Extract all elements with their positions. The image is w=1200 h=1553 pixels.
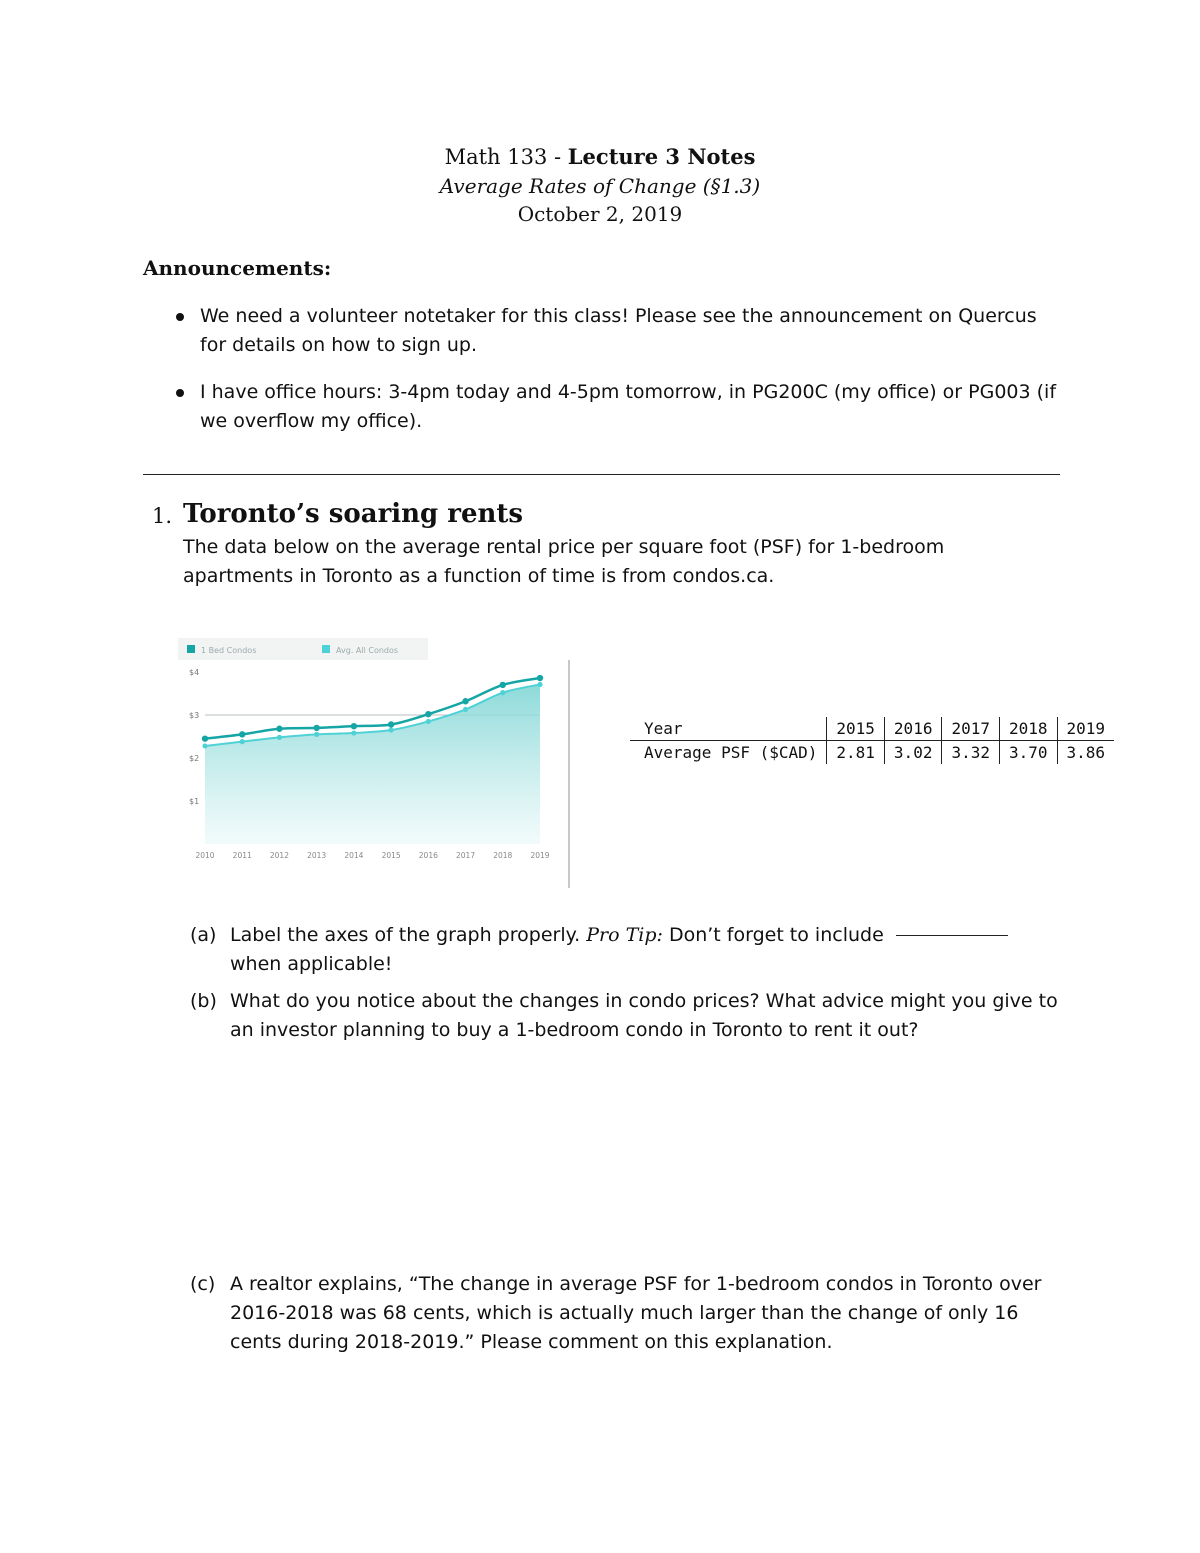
protip-label: Pro Tip: <box>586 924 663 946</box>
data-point <box>240 739 245 744</box>
legend-swatch <box>322 645 330 653</box>
area-fill <box>205 684 540 844</box>
x-tick-label: 2013 <box>307 851 327 860</box>
question-text: Label the axes of the graph properly. <box>230 924 581 946</box>
data-point <box>313 725 319 731</box>
legend-label: Avg. All Condos <box>336 646 399 655</box>
psf-cell: 3.70 <box>999 741 1057 765</box>
data-point <box>314 732 319 737</box>
question-text: Don’t forget to include <box>668 924 884 946</box>
y-tick-label: $4 <box>189 668 200 677</box>
psf-label: Average PSF ($CAD) <box>644 743 818 762</box>
data-point <box>425 711 431 717</box>
data-point <box>463 707 468 712</box>
section-intro: The data below on the average rental price per square foot (PSF) for 1-bedroom apartments in Toronto as a function of time is from condos.ca. <box>183 536 945 587</box>
data-point <box>202 735 208 741</box>
lecture-name: Lecture 3 Notes <box>567 144 756 169</box>
legend-label: 1 Bed Condos <box>201 646 257 655</box>
data-point <box>351 723 357 729</box>
x-tick-label: 2010 <box>195 851 215 860</box>
question-a <box>190 921 1060 979</box>
x-tick-label: 2012 <box>269 851 289 860</box>
year-cell: 2016 <box>884 717 942 741</box>
x-tick-label: 2017 <box>456 851 476 860</box>
psf-cell: 3.02 <box>884 741 942 765</box>
bullet-icon <box>176 389 184 397</box>
data-point <box>537 675 543 681</box>
psf-cell: 3.86 <box>1057 741 1114 765</box>
year-cell: 2017 <box>942 717 1000 741</box>
chart-divider <box>568 660 570 888</box>
data-point <box>388 721 394 727</box>
announcement-text: I have office hours: 3-4pm today and 4-5pm tomorrow, in PG200C (my office) or PG003 (if we overflow my office). <box>200 381 1057 432</box>
data-point <box>351 730 356 735</box>
fill-in-blank[interactable] <box>896 935 1008 936</box>
announcement-text: We need a volunteer notetaker for this class! Please see the announcement on Quercus for details on how to sign up. <box>200 305 1037 356</box>
table-row <box>630 741 1114 765</box>
table-row <box>630 717 1114 741</box>
y-tick-label: $1 <box>189 797 200 806</box>
rent-chart <box>175 632 555 867</box>
section-number: 1. <box>152 504 173 528</box>
year-cell: 2015 <box>827 717 885 741</box>
x-tick-label: 2011 <box>232 851 252 860</box>
section-divider <box>143 474 1060 475</box>
psf-table <box>630 717 1114 764</box>
section-title: Toronto’s soaring rents <box>183 499 524 529</box>
question-b <box>190 987 1060 1045</box>
legend-swatch <box>187 645 195 653</box>
question-c <box>190 1270 1060 1357</box>
y-tick-label: $2 <box>189 754 200 763</box>
year-cell: 2019 <box>1057 717 1114 741</box>
psf-cell: 2.81 <box>827 741 885 765</box>
data-point <box>426 719 431 724</box>
x-tick-label: 2016 <box>418 851 438 860</box>
announcement-item <box>176 378 1060 436</box>
data-point <box>276 726 282 732</box>
rent-chart-svg <box>175 632 555 867</box>
announcements-heading: Announcements: <box>143 256 332 280</box>
data-point <box>537 682 542 687</box>
year-label: Year <box>630 717 827 741</box>
x-tick-label: 2014 <box>344 851 364 860</box>
data-point <box>389 727 394 732</box>
year-cell: 2018 <box>999 717 1057 741</box>
x-tick-label: 2018 <box>493 851 513 860</box>
data-point <box>500 682 506 688</box>
data-point <box>462 698 468 704</box>
x-tick-label: 2015 <box>381 851 401 860</box>
question-label: (b) <box>190 990 217 1012</box>
question-label: (a) <box>190 924 217 946</box>
announcement-item <box>176 302 1060 360</box>
data-point <box>500 690 505 695</box>
course-name: Math 133 - <box>444 145 568 169</box>
page-date: October 2, 2019 <box>517 202 683 226</box>
data-point <box>239 731 245 737</box>
question-text: What do you notice about the changes in condo prices? What advice might you give to an investor planning to buy a 1-bedroom condo in Toronto to rent it out? <box>230 990 1058 1041</box>
question-text: when applicable! <box>230 953 393 975</box>
data-point <box>202 743 207 748</box>
x-tick-label: 2019 <box>530 851 550 860</box>
question-text: A realtor explains, “The change in average PSF for 1-bedroom condos in Toronto over 2016-2018 was 68 cents, which is actually much larger than the change of only 16 cents during 2018-2019.” Please comment on this explanation. <box>230 1273 1042 1353</box>
page-title <box>0 144 1200 169</box>
page-subtitle: Average Rates of Change (§1.3) <box>439 174 761 198</box>
psf-table-wrap <box>630 717 1114 764</box>
y-tick-label: $3 <box>189 711 200 720</box>
psf-cell: 3.32 <box>942 741 1000 765</box>
data-point <box>277 735 282 740</box>
bullet-icon <box>176 313 184 321</box>
question-label: (c) <box>190 1273 216 1295</box>
